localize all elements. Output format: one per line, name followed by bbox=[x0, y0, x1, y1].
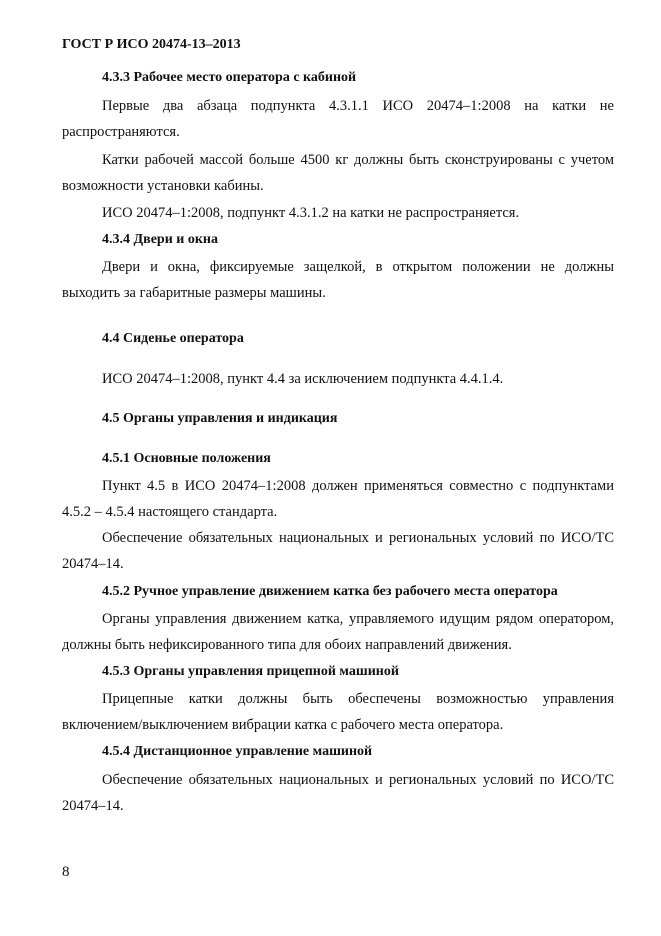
page-number: 8 bbox=[62, 864, 70, 880]
section-heading-4-3-4: 4.3.4 Двери и окна bbox=[102, 232, 218, 247]
section-heading-4-3-3: 4.3.3 Рабочее место оператора с кабиной bbox=[102, 70, 357, 85]
paragraph: Обеспечение обязательных национальных и региональных условий по ИСО/ТС 20474–14. bbox=[62, 530, 614, 572]
section-heading-4-5-4: 4.5.4 Дистанционное управление машиной bbox=[102, 744, 373, 759]
paragraph: Катки рабочей массой больше 4500 кг должны быть сконструированы с учетом возможности установки кабины. bbox=[62, 152, 614, 194]
paragraph: Органы управления движением катка, управляемого идущим рядом оператором, должны быть нефиксированного типа для обоих направлений движения. bbox=[62, 611, 614, 653]
section-heading-4-5-1: 4.5.1 Основные положения bbox=[102, 451, 271, 466]
paragraph: ИСО 20474–1:2008, подпункт 4.3.1.2 на катки не распространяется. bbox=[102, 205, 520, 221]
paragraph: Обеспечение обязательных национальных и региональных условий по ИСО/ТС 20474–14. bbox=[62, 772, 614, 814]
section-heading-4-5-2: 4.5.2 Ручное управление движением катка без рабочего места оператора bbox=[102, 584, 558, 599]
section-heading-4-5-3: 4.5.3 Органы управления прицепной машиной bbox=[102, 664, 399, 679]
paragraph: Первые два абзаца подпункта 4.3.1.1 ИСО 20474–1:2008 на катки не распространяются. bbox=[62, 98, 614, 140]
section-heading-4-5: 4.5 Органы управления и индикация bbox=[102, 411, 338, 426]
paragraph: Прицепные катки должны быть обеспечены возможностью управления включением/выключением вибрации катка с рабочего места оператора. bbox=[62, 691, 614, 733]
paragraph: Двери и окна, фиксируемые защелкой, в открытом положении не должны выходить за габаритные размеры машины. bbox=[62, 259, 614, 301]
document-header: ГОСТ Р ИСО 20474-13–2013 bbox=[62, 37, 241, 52]
paragraph: ИСО 20474–1:2008, пункт 4.4 за исключением подпункта 4.4.1.4. bbox=[102, 371, 504, 387]
paragraph: Пункт 4.5 в ИСО 20474–1:2008 должен применяться совместно с подпунктами 4.5.2 – 4.5.4 настоящего стандарта. bbox=[62, 478, 614, 520]
section-heading-4-4: 4.4 Сиденье оператора bbox=[102, 331, 244, 346]
